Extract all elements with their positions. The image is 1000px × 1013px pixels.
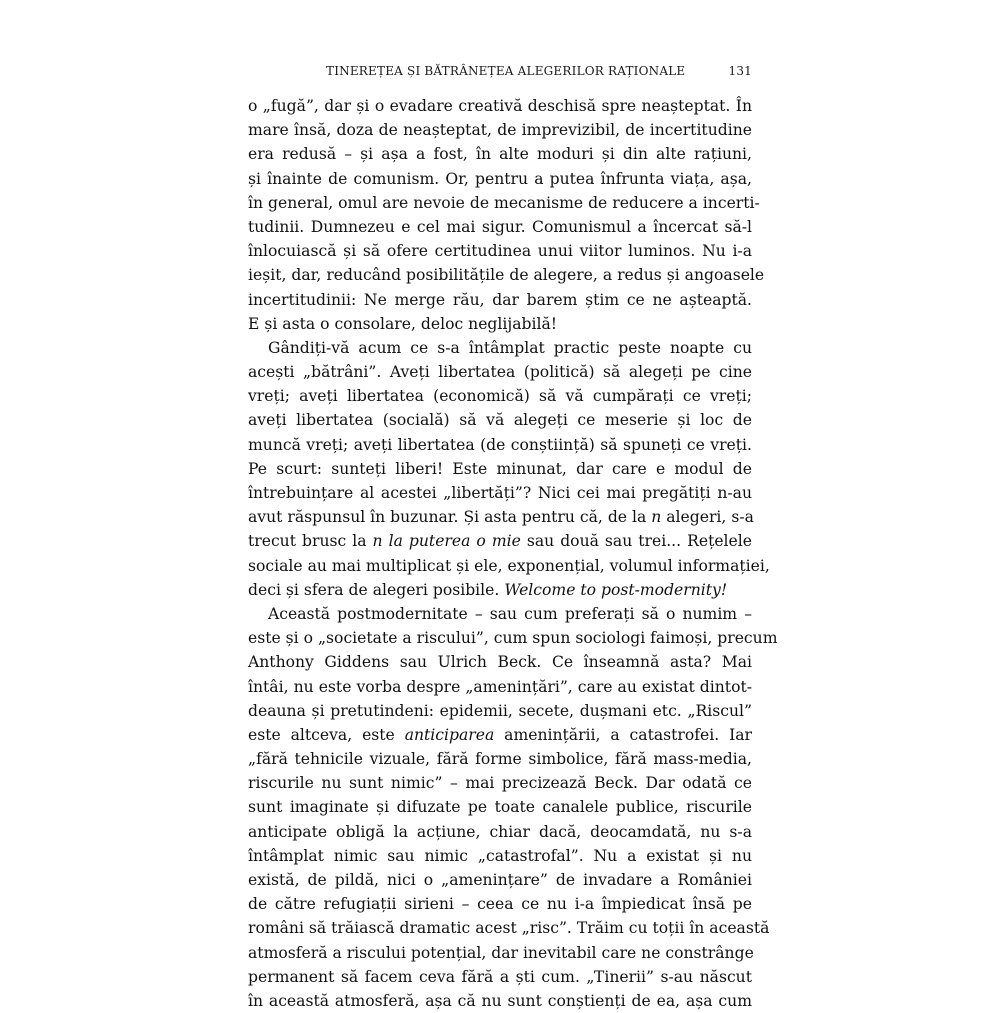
text-line [248, 699, 752, 723]
text-segment: tudinii. Dumnezeu e cel mai sigur. Comunismul a încercat să-l [248, 217, 752, 236]
text-segment: deauna și pretutindeni: epidemii, secete, dușmani etc. „Riscul” [248, 701, 752, 720]
text-segment: Gândiți-vă acum ce s-a întâmplat practic peste noapte cu [268, 338, 752, 357]
text-segment: atmosferă a riscului potențial, dar inevitabil care ne constrânge [248, 943, 754, 962]
text-line [248, 795, 752, 819]
text-segment: trecut brusc la [248, 532, 367, 551]
text-segment: ieșit, dar, reducând posibilitățile de alegere, a redus și angoasele [248, 266, 765, 285]
text-segment: muncă vreți; aveți libertatea (de conștiință) să spuneți ce vreți. [248, 435, 752, 454]
text-segment: înlocuiască și să ofere certitudinea unui viitor luminos. Nu i-a [248, 242, 752, 261]
text-segment: în această atmosferă, așa că nu sunt conștienți de ea, așa cum [248, 991, 752, 1010]
text-segment: este și o „societate a riscului”, cum spun sociologi faimoși, precum [248, 629, 778, 648]
text-line [248, 360, 752, 384]
text-segment: există, de pildă, nici o „amenințare” de invadare a României [248, 871, 752, 889]
text-line [248, 312, 752, 336]
text-segment: în general, omul are nevoie de mecanisme de reducere a incerti- [248, 193, 760, 212]
text-line [248, 457, 752, 481]
text-line [248, 626, 778, 650]
text-line [248, 384, 752, 408]
text-line [248, 747, 752, 771]
text-segment: mare însă, doza de neașteptat, de imprevizibil, de incertitudine [248, 121, 752, 140]
text-line [248, 408, 752, 432]
text-segment: Anthony Giddens sau Ulrich Beck. Ce înseamnă asta? Mai [248, 653, 752, 672]
text-line [248, 771, 752, 795]
text-segment: incertitudinii: Ne merge rău, dar barem știm ce ne așteaptă. [248, 290, 752, 309]
text-line [248, 505, 752, 529]
text-segment: avut răspunsul în buzunar. Și asta pentru că, de la [248, 508, 647, 527]
running-head [248, 64, 752, 84]
text-segment: sociale au mai multiplicat și ele, exponențial, volumul informației, [248, 556, 770, 575]
text-line [248, 167, 752, 191]
text-line [248, 675, 752, 699]
text-segment: deci și sfera de alegeri posibile. [248, 580, 500, 599]
text-line [248, 916, 770, 940]
italic-segment: n [651, 508, 662, 527]
text-line [248, 239, 752, 263]
text-line [248, 336, 752, 360]
italic-segment: n la puterea o mie [372, 532, 521, 551]
text-segment: sunt imaginate și difuzate pe toate canalele publice, riscurile [248, 798, 752, 817]
text-segment: sau două sau trei... Rețelele [526, 532, 752, 551]
text-segment: „fără tehnicile vizuale, fără forme simbolice, fără mass-media, [248, 750, 752, 769]
text-line [248, 529, 752, 553]
text-line [248, 94, 752, 118]
text-segment: alegeri, s-a [666, 508, 754, 527]
text-segment: E și asta o consolare, deloc neglijabilă! [248, 314, 558, 333]
text-segment: amenințării, a catastrofei. Iar [504, 725, 752, 744]
text-segment: permanent să facem ceva fără a ști cum. „Tinerii” s-au născut [248, 967, 752, 986]
text-segment: o „fugă”, dar și o evadare creativă deschisă spre neașteptat. În [248, 97, 752, 115]
text-segment: de către refugiații sirieni – ceea ce nu i-a împiedicat însă pe [248, 895, 752, 914]
text-line [248, 578, 752, 602]
text-segment: vreți; aveți libertatea (economică) să vă cumpărați ce vreți; [248, 387, 752, 406]
text-line [248, 844, 752, 868]
text-line [248, 723, 752, 747]
text-line [248, 433, 752, 457]
text-segment: și înainte de comunism. Or, pentru a putea înfrunta viața, așa, [248, 169, 752, 188]
text-line [248, 118, 752, 142]
text-line [248, 868, 752, 892]
text-segment: întâi, nu este vorba despre „amenințări”, care au existat dintot- [248, 677, 752, 696]
text-line [248, 941, 752, 965]
text-line [248, 191, 760, 215]
text-line [248, 554, 770, 578]
text-line [248, 602, 752, 626]
text-line [248, 965, 752, 989]
text-line [248, 215, 752, 239]
text-line [248, 650, 752, 674]
text-line [248, 892, 752, 916]
page-number: 131 [728, 64, 752, 78]
text-segment: Pe scurt: sunteți liberi! Este minunat, dar care e modul de [248, 459, 752, 478]
text-segment: români să trăiască dramatic acest „risc”. Trăim cu toții în această [248, 919, 770, 938]
text-line [248, 288, 752, 312]
text-segment: Această postmodernitate – sau cum preferați să o numim – [268, 604, 752, 623]
text-line [248, 820, 752, 844]
text-line [248, 989, 752, 1013]
body-text [248, 94, 778, 1013]
running-title: TINEREȚEA ȘI BĂTRÂNEȚEA ALEGERILOR RAȚIONALE [326, 64, 686, 78]
text-segment: anticipate obligă la acțiune, chiar dacă, deocamdată, nu s-a [248, 822, 752, 841]
text-segment: aveți libertatea (socială) să vă alegeți ce meserie și loc de [248, 411, 752, 430]
text-line [248, 481, 752, 505]
text-segment: întâmplat nimic sau nimic „catastrofal”. Nu a existat și nu [248, 846, 752, 865]
text-line [248, 142, 752, 166]
text-segment: acești „bătrâni”. Aveți libertatea (politică) să alegeți pe cine [248, 363, 752, 382]
italic-segment: Welcome to post-modernity! [504, 580, 728, 599]
text-segment: riscurile nu sunt nimic” – mai precizează Beck. Dar odată ce [248, 774, 752, 793]
text-segment: întrebuințare al acestei „libertăți”? Nici cei mai pregătiți n-au [248, 484, 752, 502]
text-segment: era redusă – și așa a fost, în alte moduri și din alte rațiuni, [248, 145, 752, 164]
text-line [248, 263, 765, 287]
text-segment: este altceva, este [248, 725, 395, 744]
italic-segment: anticiparea [404, 725, 495, 744]
